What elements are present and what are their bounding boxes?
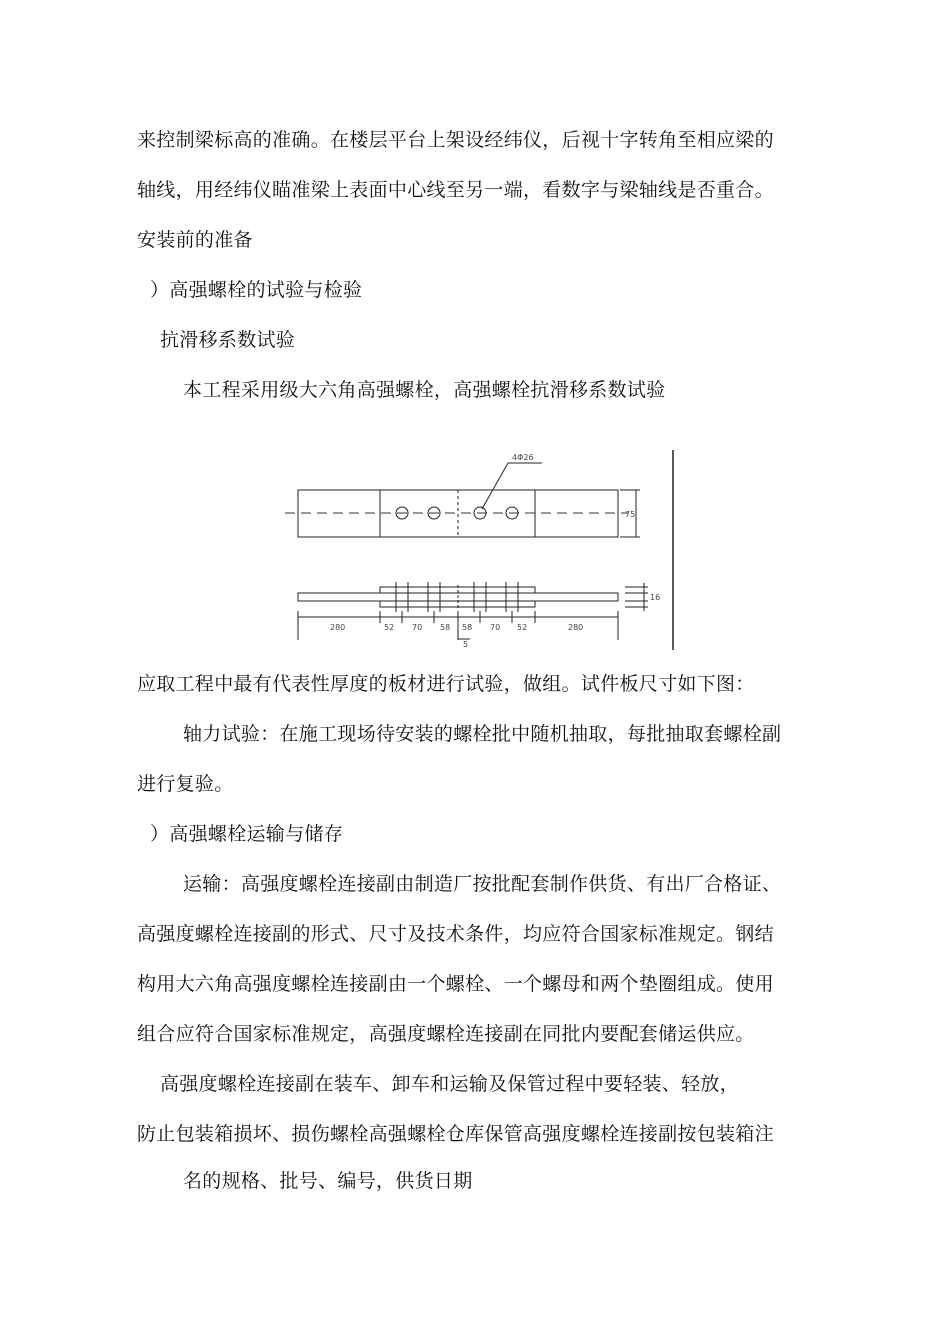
- subsection-heading: ）高强螺栓的试验与检验: [150, 279, 363, 301]
- hole-leader: [482, 463, 508, 509]
- dim-label: 52: [384, 623, 395, 632]
- dim-label: 280: [330, 623, 346, 632]
- paragraph-line: 进行复验。: [137, 773, 234, 795]
- paragraph-line: 高强度螺栓连接副在装车、卸车和运输及保管过程中要轻装、轻放，: [160, 1073, 740, 1095]
- dim-label: 70: [412, 623, 423, 632]
- paragraph-line: 轴力试验：在施工现场待安装的螺栓批中随机抽取，每批抽取套螺栓副: [183, 723, 782, 745]
- subsection-heading: 抗滑移系数试验: [160, 329, 296, 351]
- test-plate-drawing: [280, 445, 700, 655]
- paragraph-line: 组合应符合国家标准规定，高强度螺栓连接副在同批内要配套储运供应。: [137, 1023, 755, 1045]
- width-label: 75: [625, 510, 636, 519]
- paragraph-line: 高强度螺栓连接副的形式、尺寸及技术条件，均应符合国家标准规定。钢结: [137, 923, 774, 945]
- thickness-label: 16: [650, 593, 661, 602]
- dim-label: 58: [462, 623, 473, 632]
- dim-label: 280: [568, 623, 584, 632]
- gap-label: 5: [463, 640, 469, 649]
- paragraph-line: 名的规格、批号、编号，供货日期: [183, 1170, 473, 1192]
- paragraph-line: 构用大六角高强度螺栓连接副由一个螺栓、一个螺母和两个垫圈组成。使用: [137, 973, 774, 995]
- section-heading: 安装前的准备: [137, 229, 253, 251]
- paragraph-line: 运输：高强度螺栓连接副由制造厂按批配套制作供货、有出厂合格证、: [183, 873, 782, 895]
- hole-label: 4Φ26: [512, 453, 534, 462]
- paragraph-line: 轴线，用经纬仪瞄准梁上表面中心线至另一端，看数字与梁轴线是否重合。: [137, 179, 774, 201]
- paragraph-line: 来控制梁标高的准确。在楼层平台上架设经纬仪，后视十字转角至相应梁的: [137, 129, 774, 151]
- paragraph-line: 本工程采用级大六角高强螺栓，高强螺栓抗滑移系数试验: [183, 379, 666, 401]
- paragraph-line: 防止包装箱损坏、损伤螺栓高强螺栓仓库保管高强度螺栓连接副按包装箱注: [137, 1123, 774, 1145]
- paragraph-line: 应取工程中最有代表性厚度的板材进行试验，做组。试件板尺寸如下图：: [137, 673, 755, 695]
- subsection-heading: ）高强螺栓运输与储存: [150, 823, 344, 845]
- dim-label: 52: [517, 623, 528, 632]
- dim-label: 58: [440, 623, 451, 632]
- dim-label: 70: [490, 623, 501, 632]
